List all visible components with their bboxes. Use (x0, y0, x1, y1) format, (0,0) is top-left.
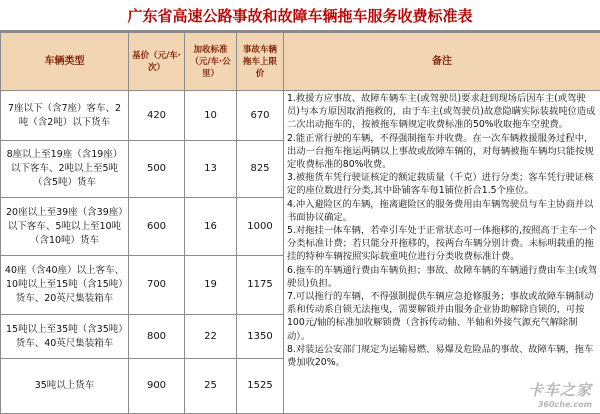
vehicle-type-cell: 20座以上至39座（含39座）以下客车、5吨以上至10吨（含10吨）货车 (1, 198, 129, 256)
base-price-cell: 500 (129, 141, 185, 198)
header-base-price: 基价（元/车·次） (129, 33, 185, 91)
base-price-cell: 600 (129, 198, 185, 256)
remark-item: 7.可以拖行的车辆，不得强制提供车辆应急抢修服务；事故或故障车辆制动系和传动系自锁无法拖曳，需要解锁并由服务企业协助解除自锁的，可按100元/轴的标准加收解锁费（含拆传动轴、半轴和外接气源充气解除制动）。 (287, 290, 597, 343)
vehicle-type-cell: 35吨以上货车 (1, 359, 129, 414)
vehicle-type-cell: 7座以下（含7座）客车、2吨（含2吨）以下货车 (1, 91, 129, 141)
watermark-logo (528, 379, 592, 409)
base-price-cell: 800 (129, 315, 185, 359)
per-km-cell: 13 (185, 141, 237, 198)
remark-item: 6.拖车的车辆通行费由车辆负担；事故、故障车辆的车辆通行费由车主(或驾驶员)负担。 (287, 264, 597, 290)
per-km-cell: 25 (185, 359, 237, 414)
base-price-cell: 900 (129, 359, 185, 414)
cap-price-cell: 825 (237, 141, 284, 198)
remark-item: 1.救援方应事故、故障车辆车主(或驾驶员)要求赶到现场后因车主(或驾驶员)与本方原因取消拖救的，由于车主(或驾驶员)故意隐瞒实际装载吨位造成二次出动拖车的，按被拖车辆规定收费标准的50%收取拖车空驶费。 (287, 92, 597, 132)
header-cap-price: 事故车辆拖车上限价 (237, 33, 284, 91)
remark-item: 4.冲入避险区的车辆，拖离避险区的服务费用由车辆驾驶员与车主协商并以书面协议确定。 (287, 198, 597, 224)
base-price-cell: 420 (129, 91, 185, 141)
remark-item: 3.被拖货车凭行驶证核定的额定载质量（千克）进行分类；客车凭行驶证核定的座位数进行分类,其中卧铺客车每1铺位折合1.5个座位。 (287, 171, 597, 197)
cap-price-cell: 1525 (237, 359, 284, 414)
cap-price-cell: 1175 (237, 256, 284, 315)
watermark-text: 卡车之家 (528, 381, 592, 399)
watermark-url: 360che.com (528, 400, 592, 409)
table-row (1, 91, 600, 141)
table-header-row (1, 33, 600, 91)
header-remarks: 备注 (284, 33, 600, 91)
cap-price-cell: 1000 (237, 198, 284, 256)
cap-price-cell: 670 (237, 91, 284, 141)
header-per-km: 加收标准（元/车·公里） (185, 33, 237, 91)
header-vehicle-type: 车辆类型 (1, 33, 129, 91)
per-km-cell: 10 (185, 91, 237, 141)
fee-table (0, 32, 600, 414)
per-km-cell: 22 (185, 315, 237, 359)
page-title: 广东省高速公路事故和故障车辆拖车服务收费标准表 (0, 0, 600, 32)
remark-item: 5.对拖挂一体车辆，若牵引车处于正常状态可一体拖移的,按照高于主车一个分类标准计费；若只能分开拖移的，按两台车辆分别计费。未标明载重的拖挂的特种车辆按照实际载重吨位进行分类收费标准计费。 (287, 224, 597, 264)
remark-item: 8.对装运公安部门规定为运输易燃、易爆及危险品的事故、故障车辆，拖车费加收20%。 (287, 343, 597, 369)
per-km-cell: 19 (185, 256, 237, 315)
vehicle-type-cell: 40座（含40座）以上客车、10吨以上至15吨（含15吨）货车、20英尺集装箱车 (1, 256, 129, 315)
remark-item: 2.能正常行驶的车辆，不得强制拖车并收费。在一次车辆救援服务过程中，出动一台拖车拖运两辆以上事故或故障车辆的，对每辆被拖车辆均只能按规定收费标准的80%收费。 (287, 132, 597, 172)
vehicle-type-cell: 15吨以上至35吨（含35吨）货车、40英尺集装箱车 (1, 315, 129, 359)
per-km-cell: 16 (185, 198, 237, 256)
cap-price-cell: 1350 (237, 315, 284, 359)
vehicle-type-cell: 8座以上至19座（含19座）以下客车、2吨以上至5吨（含5吨）货车 (1, 141, 129, 198)
remarks-cell (284, 91, 600, 414)
base-price-cell: 700 (129, 256, 185, 315)
